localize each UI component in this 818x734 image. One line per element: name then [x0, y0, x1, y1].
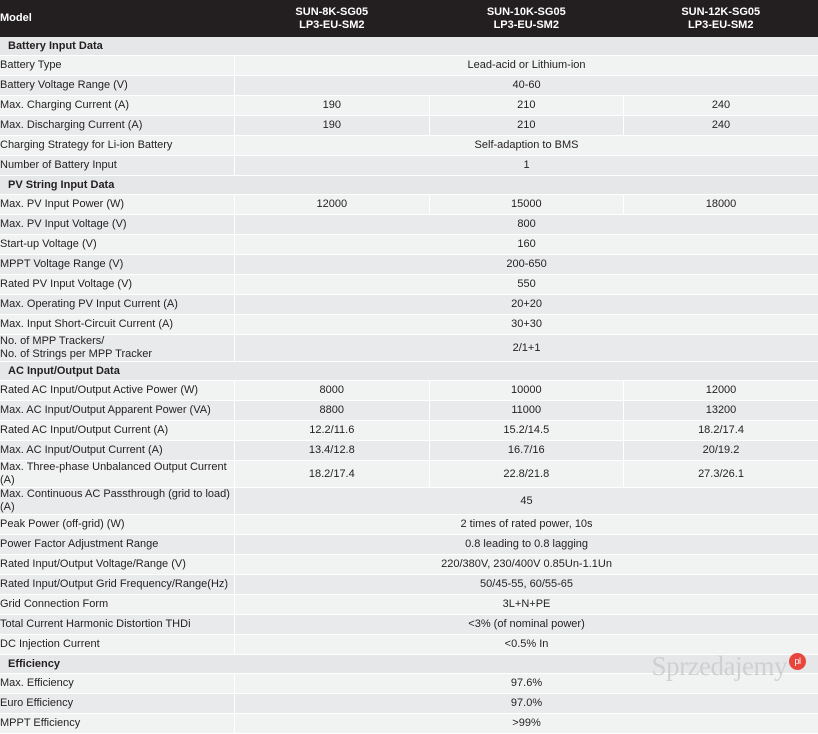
row-label-text: Number of Battery Input [0, 159, 117, 171]
table-row [0, 714, 818, 734]
row-value-3: 240 [624, 96, 818, 116]
row-value-3: 20/19.2 [624, 441, 818, 461]
row-label [0, 56, 235, 76]
table-row [0, 136, 818, 156]
table-row [0, 635, 818, 655]
row-label-text: Rated AC Input/Output Active Power (W) [0, 384, 198, 396]
row-value-2: 22.8/21.8 [429, 461, 623, 488]
table-row [0, 421, 818, 441]
row-value-2: 16.7/16 [429, 441, 623, 461]
table-row [0, 555, 818, 575]
row-value-all: Self-adaption to BMS [235, 136, 818, 156]
row-label [0, 595, 235, 615]
row-label [0, 694, 235, 714]
row-value-all: <0.5% In [235, 635, 818, 655]
row-value-all: 50/45-55, 60/55-65 [235, 575, 818, 595]
row-label-text: Max. Three-phase Unbalanced Output Current (A) [0, 461, 227, 486]
table-row [0, 76, 818, 96]
row-value-3: 27.3/26.1 [624, 461, 818, 488]
row-value-1: 8800 [235, 401, 429, 421]
row-value-all: 20+20 [235, 295, 818, 315]
row-label [0, 401, 235, 421]
model-name-line2: LP3-EU-SM2 [624, 19, 818, 32]
row-value-2: 15000 [429, 195, 623, 215]
row-label-text: Rated PV Input Voltage (V) [0, 278, 132, 290]
row-value-all: 3L+N+PE [235, 595, 818, 615]
model-column-header-2 [429, 0, 623, 37]
row-label [0, 195, 235, 215]
row-value-all: 97.0% [235, 694, 818, 714]
table-row [0, 275, 818, 295]
row-label-text: Battery Type [0, 59, 62, 71]
row-label-text: Max. AC Input/Output Apparent Power (VA) [0, 404, 211, 416]
row-label [0, 215, 235, 235]
row-label-text: Start-up Voltage (V) [0, 238, 97, 250]
row-value-all: 1 [235, 156, 818, 176]
row-label [0, 76, 235, 96]
table-header-row [0, 0, 818, 37]
table-row [0, 315, 818, 335]
row-value-1: 13.4/12.8 [235, 441, 429, 461]
section-spacer [235, 655, 818, 674]
section-row [0, 176, 818, 195]
table-row [0, 488, 818, 515]
row-value-3: 18000 [624, 195, 818, 215]
row-value-3: 13200 [624, 401, 818, 421]
model-column-header-3 [624, 0, 818, 37]
model-column-header-1 [235, 0, 429, 37]
row-label-text: Max. PV Input Power (W) [0, 198, 124, 210]
row-value-all: 2 times of rated power, 10s [235, 515, 818, 535]
row-label [0, 615, 235, 635]
row-label [0, 255, 235, 275]
row-label-text: Rated AC Input/Output Current (A) [0, 424, 168, 436]
table-row [0, 255, 818, 275]
row-label-line1: No. of MPP Trackers/ [0, 335, 234, 348]
row-value-3: 12000 [624, 381, 818, 401]
row-label-text: Max. Discharging Current (A) [0, 119, 142, 131]
row-label-text: MPPT Voltage Range (V) [0, 258, 123, 270]
row-value-all: 30+30 [235, 315, 818, 335]
row-label-text: Battery Voltage Range (V) [0, 79, 128, 91]
table-row [0, 96, 818, 116]
model-name-line1: SUN-12K-SG05 [624, 6, 818, 19]
row-label-text: Rated Input/Output Voltage/Range (V) [0, 558, 186, 570]
row-label-text: Max. Operating PV Input Current (A) [0, 298, 178, 310]
table-row [0, 56, 818, 76]
row-value-2: 15.2/14.5 [429, 421, 623, 441]
row-label [0, 535, 235, 555]
table-row [0, 461, 818, 488]
section-row [0, 37, 818, 56]
row-label-text: Max. Charging Current (A) [0, 99, 129, 111]
row-label [0, 116, 235, 136]
row-label [0, 421, 235, 441]
row-value-1: 190 [235, 116, 429, 136]
row-label-text: Total Current Harmonic Distortion THDi [0, 618, 191, 630]
row-value-all: >99% [235, 714, 818, 734]
row-label-text: Max. PV Input Voltage (V) [0, 218, 127, 230]
row-label-text: Max. Input Short-Circuit Current (A) [0, 318, 173, 330]
row-value-all: 97.6% [235, 674, 818, 694]
row-value-all: 2/1+1 [235, 335, 818, 362]
row-value-all: 40-60 [235, 76, 818, 96]
row-label [0, 714, 235, 734]
row-value-3: 18.2/17.4 [624, 421, 818, 441]
row-value-2: 10000 [429, 381, 623, 401]
table-row [0, 441, 818, 461]
row-value-all: 220/380V, 230/400V 0.85Un-1.1Un [235, 555, 818, 575]
row-value-2: 210 [429, 116, 623, 136]
row-label-line2: No. of Strings per MPP Tracker [0, 348, 234, 361]
table-row [0, 335, 818, 362]
section-title: AC Input/Output Data [0, 362, 235, 381]
table-row [0, 595, 818, 615]
table-row [0, 674, 818, 694]
table-row [0, 195, 818, 215]
model-name-line1: SUN-8K-SG05 [235, 6, 429, 19]
watermark-badge: pl [789, 653, 806, 670]
section-title: PV String Input Data [0, 176, 235, 195]
row-label-text: Rated Input/Output Grid Frequency/Range(Hz) [0, 578, 228, 590]
row-label [0, 575, 235, 595]
table-row [0, 235, 818, 255]
table-row [0, 515, 818, 535]
row-label [0, 275, 235, 295]
table-row [0, 156, 818, 176]
row-label [0, 635, 235, 655]
row-value-2: 11000 [429, 401, 623, 421]
row-label-text: Grid Connection Form [0, 598, 108, 610]
row-value-all: 45 [235, 488, 818, 515]
row-value-1: 190 [235, 96, 429, 116]
row-value-all: 550 [235, 275, 818, 295]
row-label [0, 515, 235, 535]
model-header-cell: Model [0, 0, 235, 37]
row-value-all: 0.8 leading to 0.8 lagging [235, 535, 818, 555]
row-value-3: 240 [624, 116, 818, 136]
row-label-text: DC Injection Current [0, 638, 100, 650]
row-label [0, 461, 235, 488]
row-label-text: Max. AC Input/Output Current (A) [0, 444, 163, 456]
row-label [0, 381, 235, 401]
model-name-line2: LP3-EU-SM2 [429, 19, 623, 32]
row-label-text: Peak Power (off-grid) (W) [0, 518, 125, 530]
row-label-text: Max. Continuous AC Passthrough (grid to load) (A) [0, 488, 230, 513]
section-title: Efficiency [0, 655, 235, 674]
row-label [0, 441, 235, 461]
section-row [0, 655, 818, 674]
row-label [0, 335, 235, 362]
row-label-text: Power Factor Adjustment Range [0, 538, 158, 550]
row-label [0, 235, 235, 255]
table-row [0, 535, 818, 555]
row-label [0, 295, 235, 315]
row-value-all: 800 [235, 215, 818, 235]
section-spacer [235, 176, 818, 195]
table-row [0, 381, 818, 401]
section-row [0, 362, 818, 381]
row-label-text: Euro Efficiency [0, 697, 73, 709]
table-row [0, 401, 818, 421]
row-label [0, 136, 235, 156]
row-label-text: Charging Strategy for Li-ion Battery [0, 139, 172, 151]
table-row [0, 215, 818, 235]
model-name-line2: LP3-EU-SM2 [235, 19, 429, 32]
table-row [0, 575, 818, 595]
row-label-text: Max. Efficiency [0, 677, 74, 689]
row-value-all: 160 [235, 235, 818, 255]
model-name-line1: SUN-10K-SG05 [429, 6, 623, 19]
row-label-text: MPPT Efficiency [0, 717, 80, 729]
table-row [0, 694, 818, 714]
row-value-1: 18.2/17.4 [235, 461, 429, 488]
row-label [0, 555, 235, 575]
watermark-text: Sprzedajemy [652, 651, 787, 681]
row-label [0, 315, 235, 335]
table-row [0, 615, 818, 635]
row-label [0, 488, 235, 515]
row-value-2: 210 [429, 96, 623, 116]
row-label [0, 96, 235, 116]
row-value-all: <3% (of nominal power) [235, 615, 818, 635]
row-label [0, 156, 235, 176]
row-value-1: 8000 [235, 381, 429, 401]
table-row [0, 295, 818, 315]
section-spacer [235, 362, 818, 381]
row-value-1: 12000 [235, 195, 429, 215]
table-row [0, 116, 818, 136]
row-value-all: 200-650 [235, 255, 818, 275]
row-label [0, 674, 235, 694]
row-value-all: Lead-acid or Lithium-ion [235, 56, 818, 76]
section-title: Battery Input Data [0, 37, 235, 56]
section-spacer [235, 37, 818, 56]
row-value-1: 12.2/11.6 [235, 421, 429, 441]
